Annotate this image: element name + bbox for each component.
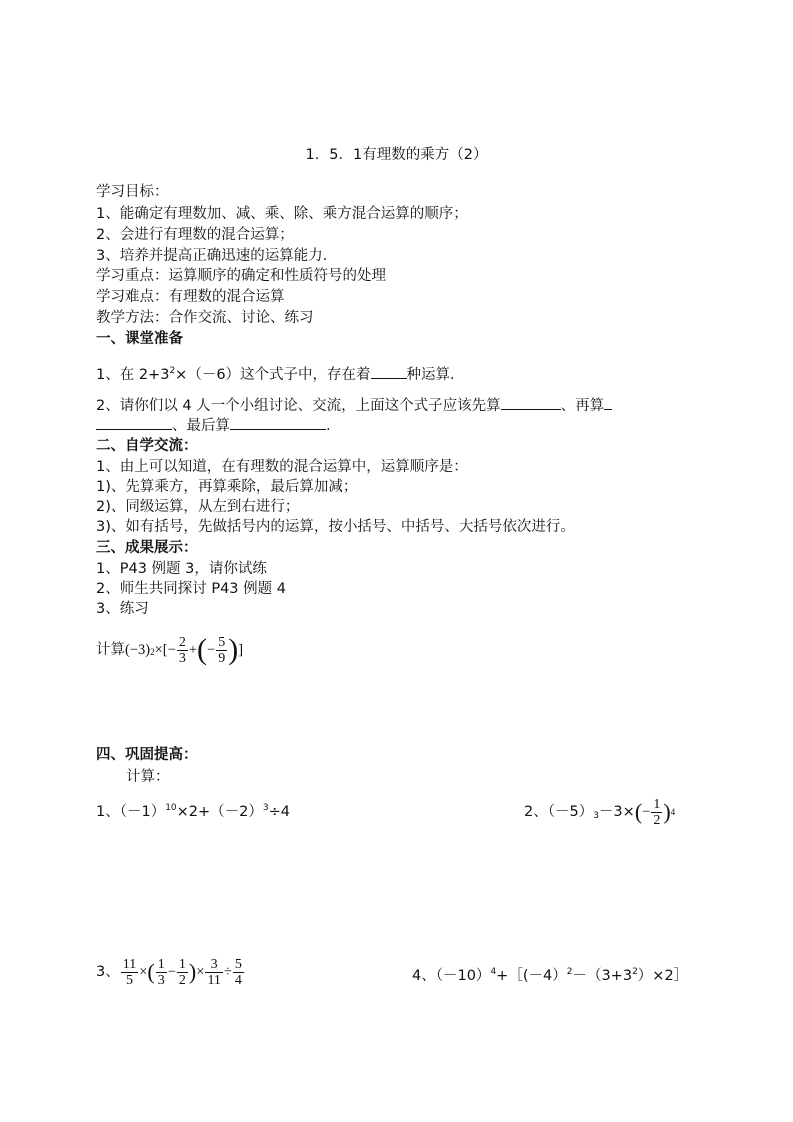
p3-f5-numerator: 5 xyxy=(234,956,242,972)
p4-exponent-2: 2 xyxy=(566,967,573,977)
q1-suffix: 种运算. xyxy=(406,366,455,383)
section2-item-4: 3)、如有括号，先做括号内的运算，按小括号、中括号、大括号依次进行。 xyxy=(96,519,575,535)
p3-f5-denominator: 4 xyxy=(234,972,242,988)
section3-item-2: 2、师生共同探讨 P43 例题 4 xyxy=(96,581,286,597)
p2-denominator: 2 xyxy=(653,812,661,828)
difficulty: 学习难点：有理数的混合运算 xyxy=(96,289,285,305)
q2-blank-second-start[interactable] xyxy=(604,394,612,410)
q1-mid: ×（－6）这个式子中，存在着 xyxy=(175,366,371,383)
expr-rbracket: ] xyxy=(238,642,244,658)
p4-exponent-1: 4 xyxy=(490,967,497,977)
p4-part-b: +［(－4） xyxy=(496,967,567,984)
p1-part-b: ×2+（－2） xyxy=(176,803,263,820)
p3-fraction-2 xyxy=(156,957,167,988)
p4-part-a: 4、（－10） xyxy=(412,967,491,984)
objectives-heading: 学习目标： xyxy=(96,184,169,200)
q2-blank-last[interactable] xyxy=(230,414,326,430)
p3-lparen: ( xyxy=(147,959,155,984)
p3-f4-numerator: 3 xyxy=(210,956,218,972)
expr-minus: − xyxy=(167,642,176,658)
p4-part-d: ）×2］ xyxy=(637,967,689,984)
section1-question-2-line2 xyxy=(96,414,331,436)
p1-part-a: 1、（－1） xyxy=(96,803,166,820)
q2-blank-first[interactable] xyxy=(501,394,561,410)
p3-f3-numerator: 1 xyxy=(178,956,186,972)
section3-exercise xyxy=(96,630,243,670)
q1-exponent: 2 xyxy=(169,366,176,376)
p4-part-c: －（3+3 xyxy=(572,967,633,984)
expr-fraction-1 xyxy=(177,635,188,666)
p3-fraction-3 xyxy=(177,957,188,988)
expr-plus: + xyxy=(188,642,197,658)
frac2-numerator: 5 xyxy=(218,634,226,650)
p2-exponent-1: 3 xyxy=(593,811,599,821)
p3-minus: − xyxy=(167,964,176,980)
q2-text-b: 、再算 xyxy=(560,398,605,414)
p2-minus: − xyxy=(642,804,651,820)
p2-exponent-2: 4 xyxy=(670,807,676,817)
q2-text-a: 2、请你们以 4 人一个小组讨论、交流，上面这个式子应该先算 xyxy=(96,398,501,414)
section4-sub: 计算： xyxy=(126,769,170,785)
p1-exponent-1: 10 xyxy=(165,803,177,813)
q2-text-d: . xyxy=(326,418,331,434)
expr-lparen: ( xyxy=(197,633,207,666)
section3-heading: 三、成果展示： xyxy=(96,540,198,556)
p2-lparen: ( xyxy=(634,799,643,824)
p3-f1-denominator: 5 xyxy=(125,972,133,988)
p1-exponent-2: 3 xyxy=(262,803,269,813)
expr-exponent: 2 xyxy=(150,647,155,657)
section2-item-3: 2)、同级运算，从左到右进行； xyxy=(96,499,300,515)
section1-question-1 xyxy=(96,361,455,385)
p3-f2-numerator: 1 xyxy=(157,956,165,972)
expr-times: × xyxy=(154,642,163,658)
objective-item-1: 1、能确定有理数加、减、乘、除、乘方混合运算的顺序； xyxy=(96,206,468,222)
p3-rparen: ) xyxy=(188,959,197,984)
p4-exponent-3: 2 xyxy=(632,967,638,977)
problem-4 xyxy=(412,962,688,986)
section1-heading: 一、课堂准备 xyxy=(96,331,183,347)
expr-base: (−3) xyxy=(125,642,151,658)
p3-fraction-5 xyxy=(233,957,244,988)
p2-numerator: 1 xyxy=(653,796,661,812)
p2-part-a: 2、（－5） xyxy=(524,804,594,820)
p3-f1-numerator: 11 xyxy=(122,956,137,972)
section2-item-1: 1、由上可以知道，在有理数的混合运算中，运算顺序是： xyxy=(96,459,468,475)
section1-question-2-line1 xyxy=(96,394,612,416)
objective-item-2: 2、会进行有理数的混合运算； xyxy=(96,227,294,243)
p3-label: 3、 xyxy=(96,964,120,980)
expr-lbracket: [ xyxy=(162,642,168,658)
q2-blank-second[interactable] xyxy=(96,414,172,430)
p3-times-2: × xyxy=(196,964,205,980)
expr-f2-sign: − xyxy=(207,642,216,658)
section3-item-1: 1、P43 例题 3，请你试练 xyxy=(96,561,267,577)
p3-fraction-1 xyxy=(121,957,138,988)
frac1-denominator: 3 xyxy=(178,650,186,666)
section4-heading: 四、巩固提高： xyxy=(96,747,198,763)
expr-rparen: ) xyxy=(228,633,239,666)
p1-part-c: ÷4 xyxy=(268,803,291,820)
p2-fraction xyxy=(651,797,662,828)
q1-answer-blank[interactable] xyxy=(371,363,407,379)
frac1-numerator: 2 xyxy=(178,634,186,650)
method: 教学方法：合作交流、讨论、练习 xyxy=(96,310,314,326)
q1-prefix: 1、在 2+3 xyxy=(96,366,170,383)
objective-item-3: 3、培养并提高正确迅速的运算能力. xyxy=(96,248,328,264)
section2-heading: 二、自学交流： xyxy=(96,438,198,454)
p3-divide: ÷ xyxy=(223,964,232,980)
p3-f2-denominator: 3 xyxy=(157,972,165,988)
p3-fraction-4 xyxy=(205,957,222,988)
p3-times-1: × xyxy=(139,964,148,980)
p2-rparen: ) xyxy=(663,799,671,824)
frac2-denominator: 9 xyxy=(218,650,226,666)
p3-f3-denominator: 2 xyxy=(178,972,186,988)
problem-2 xyxy=(524,788,675,836)
p3-f4-denominator: 11 xyxy=(207,972,221,988)
page-title: 1．5．1有理数的乘方（2） xyxy=(305,147,488,163)
section3-item-3: 3、练习 xyxy=(96,601,149,617)
q2-text-c: 、最后算 xyxy=(172,418,230,434)
problem-3 xyxy=(96,952,245,992)
section2-item-2: 1)、先算乘方，再算乘除，最后算加减； xyxy=(96,479,358,495)
calc-label: 计算 xyxy=(96,642,125,658)
p2-part-b: －3× xyxy=(598,804,635,820)
key-point: 学习重点：运算顺序的确定和性质符号的处理 xyxy=(96,268,386,284)
expr-fraction-2 xyxy=(216,635,227,666)
problem-1 xyxy=(96,798,290,822)
